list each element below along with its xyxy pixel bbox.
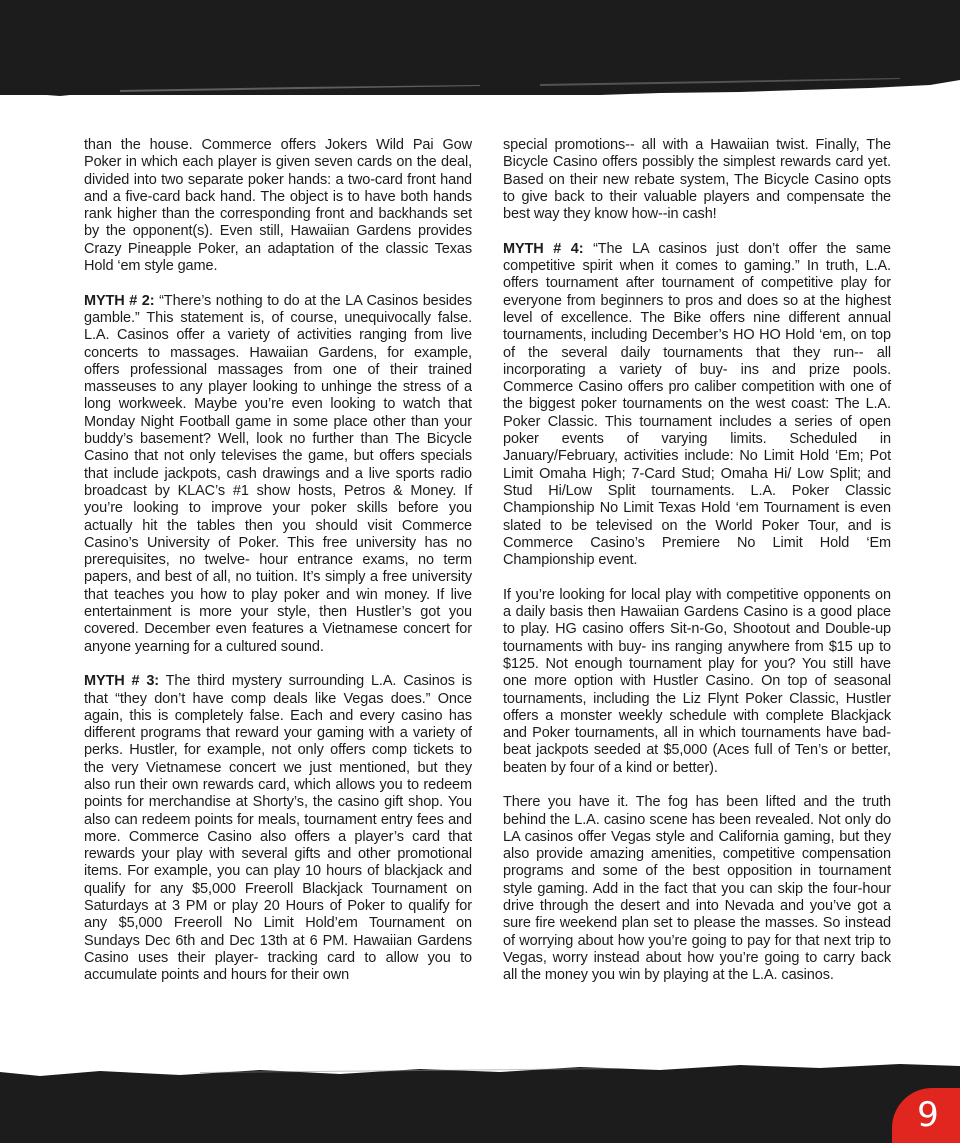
- bottom-brush-band: [0, 1058, 960, 1143]
- paragraph: There you have it. The fog has been lifted and the truth behind the L.A. casino scene has been revealed. Not only do LA casinos offer Vegas style and California gaming, but they also provide amazing amenities, competitive compensation programs and some of the best opposition in tournament style gaming. Add in the fact that you can skip the four-hour drive through the desert and into Nevada and you’ve got a sure fire weekend plan set to please the masses. So instead of worrying about how you’re going to pay for that next trip to Vegas, worry instead about how you’re going to carry back all the money you win by playing at the L.A. casinos.: [503, 794, 891, 984]
- paragraph: than the house. Commerce offers Jokers Wild Pai Gow Poker in which each player is given seven cards on the deal, divided into two separate poker hands: a two-card front hand and a five-card back hand. The object is to have both hands rank higher than the corresponding front and backhands set by the opponent(s). Even still, Hawaiian Gardens provides Crazy Pineapple Poker, an adaptation of the classic Texas Hold ‘em style game.: [84, 137, 472, 275]
- bottom-brush-edge: [0, 1058, 960, 1088]
- myth-3-label: MYTH # 3:: [84, 673, 160, 690]
- myth-2-text: “There’s nothing to do at the LA Casinos besides gamble.” This statement is, of course, unequivocally false. L.A. Casinos offer a variety of activities ranging from live concerts to massages. Hawaiian Gardens, for example, offers professional massages from one of their trained masseuses to any player looking to unhinge the stress of a long workweek. Maybe you’re even looking to watch that Monday Night Football game in some place other than your buddy’s basement? Well, look no further than The Bicycle Casino that not only televises the game, but offers specials that include jackpots, cash drawings and a live sports radio broadcast by KLAC’s #1 show hosts, Petros & Money. If you’re looking to improve your poker skills before you actually hit the tables then you should visit Commerce Casino’s University of Poker. This free university has no prerequisites, no twelve- hour entrance exams, no term papers, and best of all, no tuition. It’s simply a free university that teaches you how to play poker and win money. If live entertainment is more your style, then Hustler’s got you covered. December even features a Vietnamese concert for anyone yearning for a cultured sound.: [84, 292, 472, 655]
- paragraph: special promotions-- all with a Hawaiian twist. Finally, The Bicycle Casino offers possibly the simplest rewards card yet. Based on their new rebate system, The Bicycle Casino opts to give back to their valuable players and compensate the best way they know how--in cash!: [503, 137, 891, 223]
- myth-3-text: The third mystery surrounding L.A. Casinos is that “they don’t have comp deals like Vegas does.” Once again, this is completely false. Each and every casino has different programs that reward your gaming with a variety of perks. Hustler, for example, not only offers comp tickets to the very Vietnamese concert we just mentioned, but they also run their own rewards card, which allows you to redeem points for merchandise at Shorty’s, the casino gift shop. You also can redeem points for meals, tournament entry fees and more. Commerce Casino also offers a player’s card that rewards your play with several gifts and other promotional items. For example, you can play 10 hours of blackjack and qualify for any $5,000 Freeroll Blackjack Tournament on Saturdays at 3 PM or play 20 Hours of Poker to qualify for any $5,000 Freeroll No Limit Hold’em Tournament on Sundays Dec 6th and Dec 13th at 6 PM. Hawaiian Gardens Casino uses their player- tracking card to allow you to accumulate points and hours for their own: [84, 673, 472, 984]
- page-number-badge: 9: [892, 1088, 960, 1143]
- myth-4-paragraph: [503, 241, 891, 570]
- myth-4-label: MYTH # 4:: [503, 240, 584, 257]
- left-column: [84, 137, 472, 1002]
- myth-4-text: “The LA casinos just don’t offer the same competitive spirit when it comes to gaming.” In truth, L.A. offers tournament after tournament of competitive play for everyone from beginners to pros and does so at the highest level of excellence. The Bike offers nine different annual tournaments, including December’s HO HO Hold ‘em, on top of the several daily tournaments that they run-- all incorporating a variety of buy- ins and prize pools. Commerce Casino offers pro caliber competition with one of the biggest poker tournaments on the west coast: The L.A. Poker Classic. This tournament includes a series of open poker events of varying limits. Scheduled in January/February, activities include: No Limit Hold ‘Em; Pot Limit Omaha High; 7-Card Stud; Omaha Hi/ Low Split; and Stud Hi/Low Split tournaments. L.A. Poker Classic Championship No Limit Texas Hold ‘em Tournament is even slated to be televised on the World Poker Tour, and is Commerce Casino’s Premiere No Limit Hold ‘Em Championship event.: [503, 240, 891, 569]
- myth-2-paragraph: [84, 293, 472, 656]
- top-brush-edge: [0, 40, 960, 100]
- myth-2-label: MYTH # 2:: [84, 292, 155, 309]
- top-brush-band: [0, 0, 960, 95]
- paragraph: If you’re looking for local play with competitive opponents on a daily basis then Hawaiian Gardens Casino is a good place to play. HG casino offers Sit-n-Go, Shootout and Double-up tournaments with buy- ins ranging anywhere from $15 up to $125. Not enough tournament play for you? You still have one more option with Hustler Casino. On top of seasonal tournaments, including the Liz Flynt Poker Classic, Hustler offers a monster weekly schedule with complete Blackjack and Poker tournaments, all in which tournaments have bad-beat jackpots seeded at $5,000 (Aces full of Ten’s or better, beaten by four of a kind or better).: [503, 586, 891, 776]
- right-column: [503, 137, 891, 1002]
- myth-3-paragraph: [84, 673, 472, 984]
